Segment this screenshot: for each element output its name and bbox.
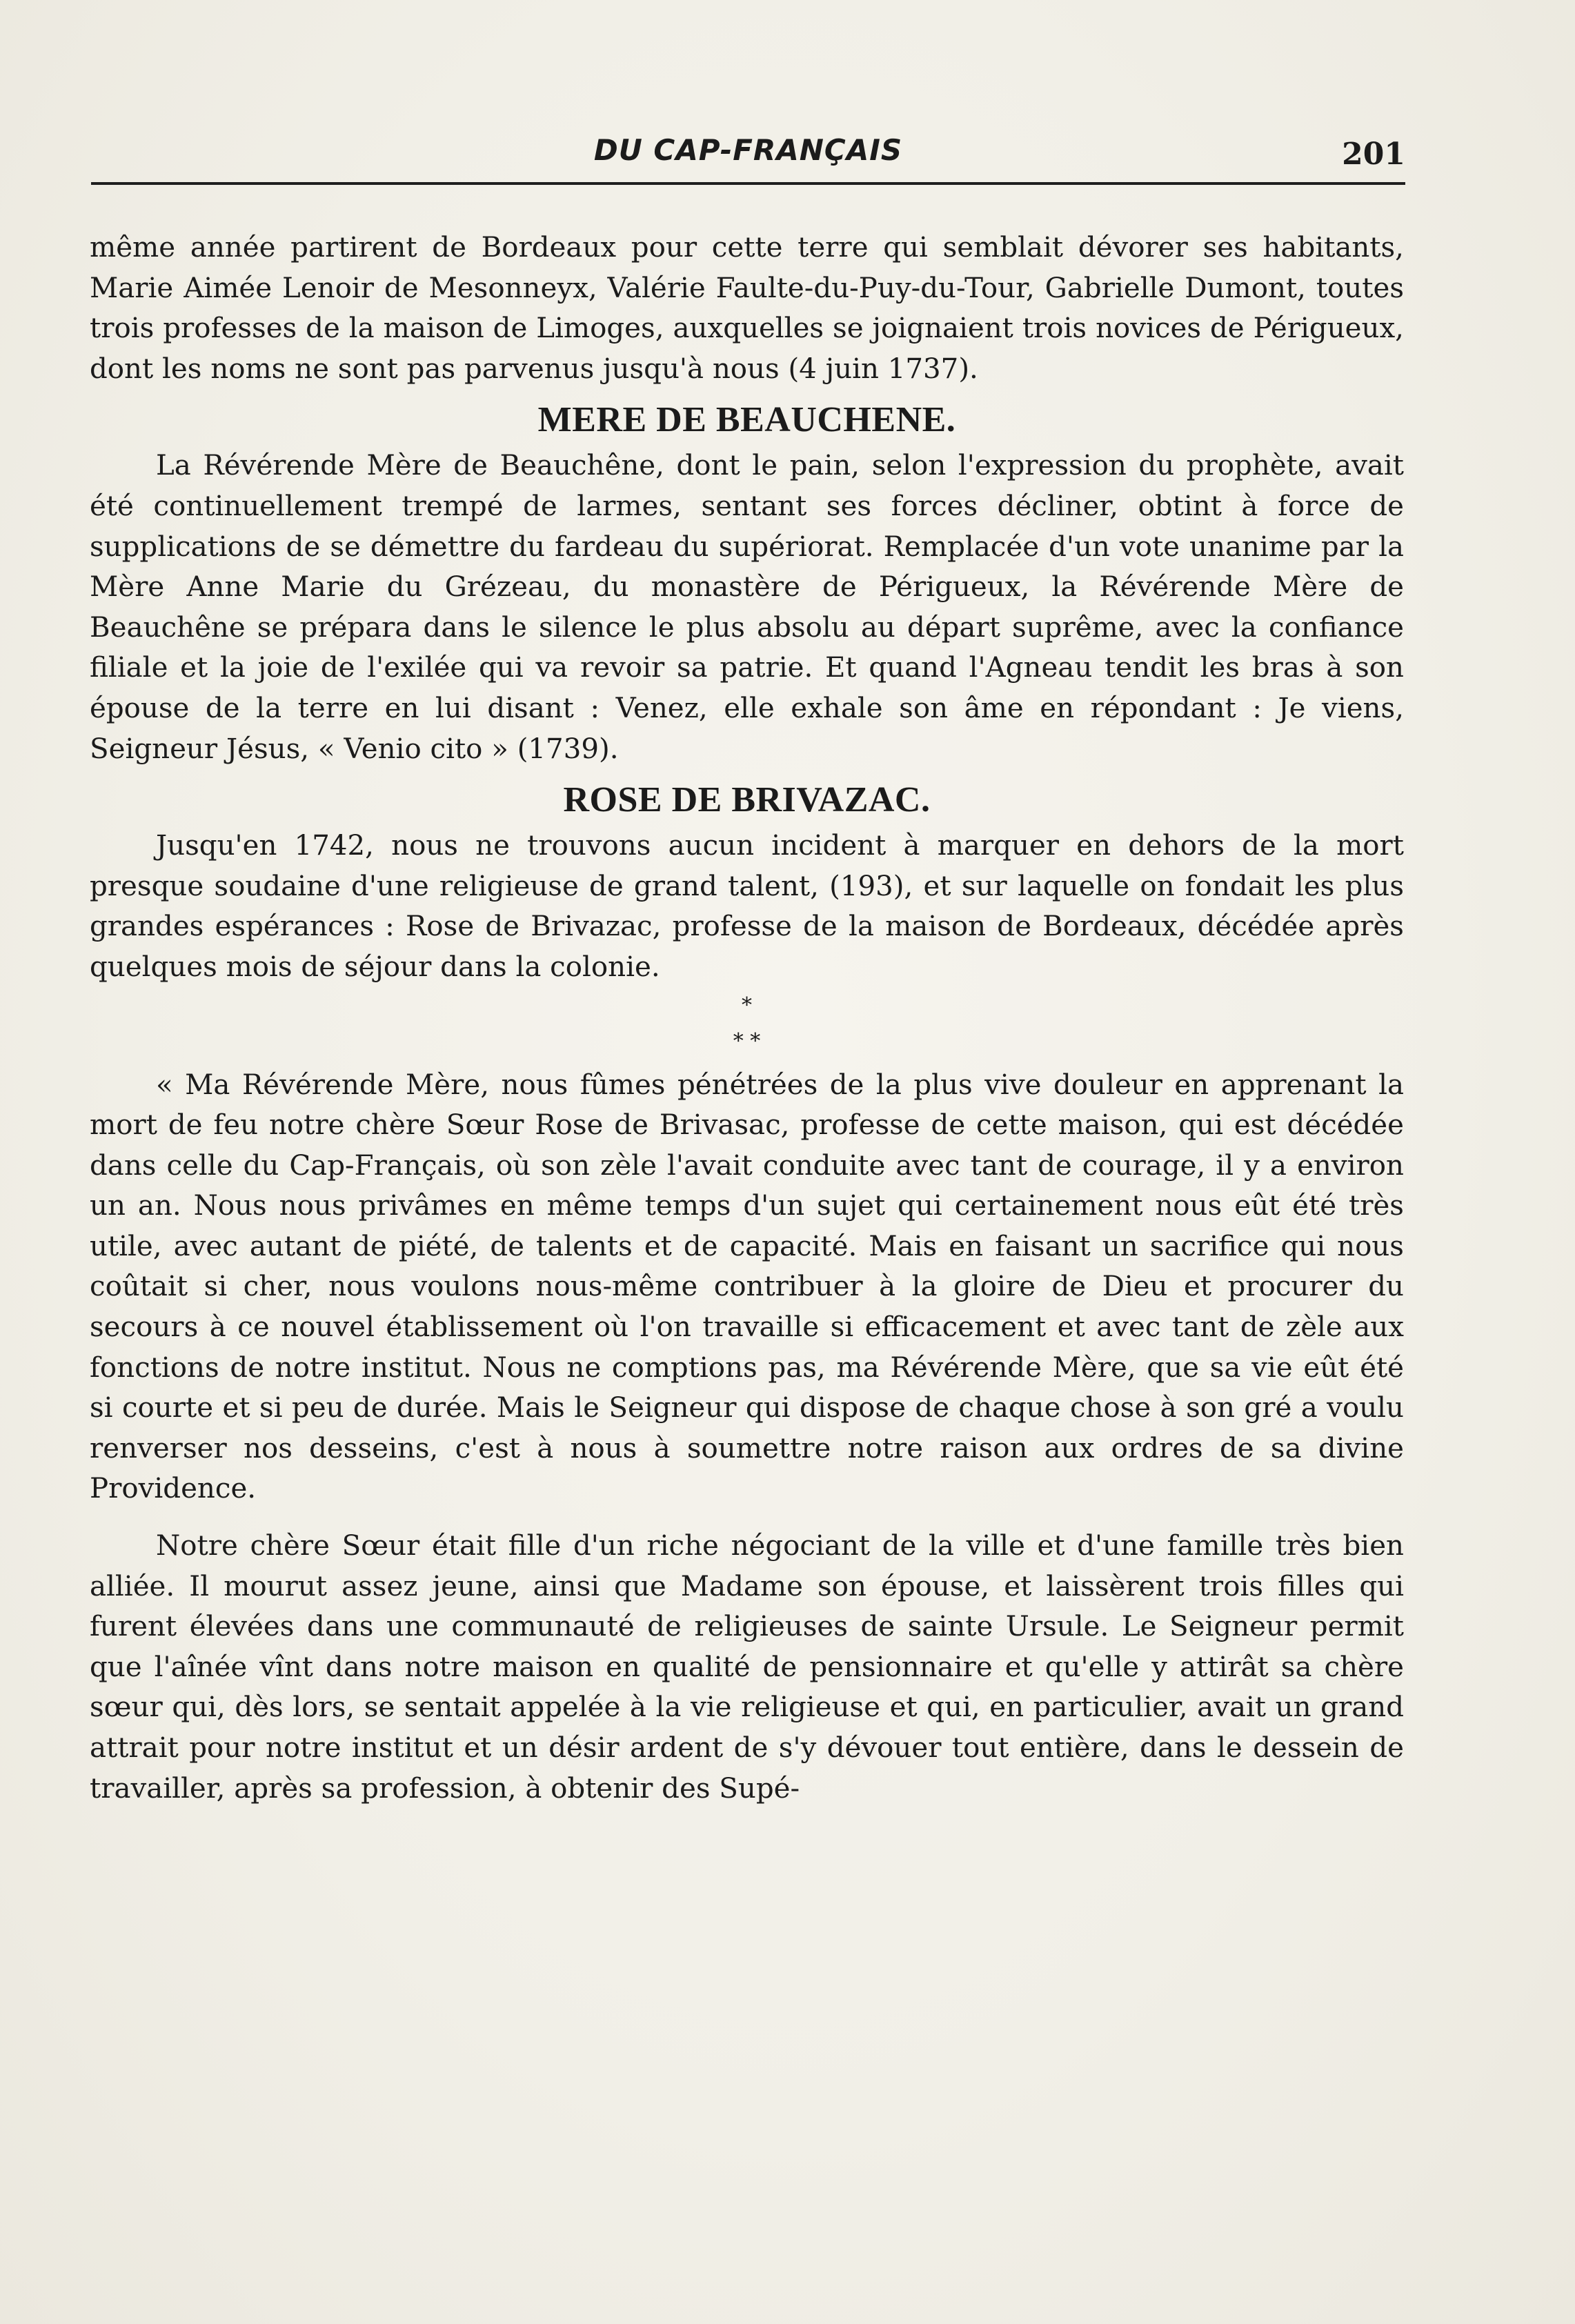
section-separator xyxy=(90,988,1404,1060)
running-title: DU CAP-FRANÇAIS xyxy=(593,133,903,167)
paragraph-letter-continued: Notre chère Sœur était fille d'un riche négociant de la ville et d'une famille très bien alliée. Il mourut assez jeune, ainsi que Madame son épouse, et laissèrent trois filles qui furent élevées dans une communauté de religieuses de sainte Ursule. Le Seigneur permit que l'aînée vînt dans notre maison en qualité de pensionnaire et qu'elle y attirât sa chère sœur qui, dès lors, se sentait appelée à la vie religieuse et qui, en particulier, avait un grand attrait pour notre institut et un désir ardent de s'y dévouer tout entière, dans le dessein de travailler, après sa profession, à obtenir des Supé- xyxy=(90,1529,1404,1805)
section-heading-beauchene: MERE DE BEAUCHENE. xyxy=(537,400,956,440)
paragraph-continuation: même année partirent de Bordeaux pour cette terre qui semblait dévorer ses habitants, Marie Aimée Lenoir de Mesonneyx, Valérie Faulte-du-Puy-du-Tour, Gabrielle Dumont, toutes trois professes de la maison de Limoges, auxquelles se joignaient trois novices de Périgueux, dont les noms ne sont pas parvenus jusqu'à nous (4 juin 1737). xyxy=(90,231,1404,385)
section-heading-brivazac: ROSE DE BRIVAZAC. xyxy=(563,780,931,820)
separator-top: * xyxy=(742,993,752,1017)
page-number: 201 xyxy=(1342,137,1405,172)
paragraph-brivazac: Jusqu'en 1742, nous ne trouvons aucun incident à marquer en dehors de la mort presque soudaine d'une religieuse de grand talent, (193), et sur laquelle on fondait les plus grandes espérances : Rose de Brivazac, professe de la maison de Bordeaux, décédée après quelques mois de séjour dans la colonie. xyxy=(90,829,1404,983)
separator-bottom: * * xyxy=(733,1029,761,1053)
paragraph-letter: « Ma Révérende Mère, nous fûmes pénétrées de la plus vive douleur en apprenant la mort de feu notre chère Sœur Rose de Brivasac, professe de cette maison, qui est décédée dans celle du Cap-Français, où son zèle l'avait conduite avec tant de courage, il y a environ un an. Nous nous privâmes en même temps d'un sujet qui certainement nous eût été très utile, avec autant de piété, de talents et de capacité. Mais en faisant un sacrifice qui nous coûtait si cher, nous voulons nous-même contribuer à la gloire de Dieu et procurer du secours à ce nouvel établissement où l'on travaille si efficacement et avec tant de zèle aux fonctions de notre institut. Nous ne comptions pas, ma Révérende Mère, que sa vie eût été si courte et si peu de durée. Mais le Seigneur qui dispose de chaque chose à son gré a voulu renverser nos desseins, c'est à nous à soumettre notre raison aux ordres de sa divine Providence. xyxy=(90,1068,1404,1505)
paragraph-beauchene: La Révérende Mère de Beauchêne, dont le pain, selon l'expression du prophète, avait été continuellement trempé de larmes, sentant ses forces décliner, obtint à force de supplications de se démettre du fardeau du supériorat. Remplacée d'un vote unanime par la Mère Anne Marie du Grézeau, du monastère de Périgueux, la Révérende Mère de Beauchêne se prépara dans le silence le plus absolu au départ suprême, avec la confiance filiale et la joie de l'exilée qui va revoir sa patrie. Et quand l'Agneau tendit les bras à son épouse de la terre en lui disant : Venez, elle exhale son âme en répondant : Je viens, Seigneur Jésus, « Venio cito » (1739). xyxy=(90,449,1404,765)
page-header xyxy=(91,130,1405,185)
body-text xyxy=(90,228,1404,1809)
